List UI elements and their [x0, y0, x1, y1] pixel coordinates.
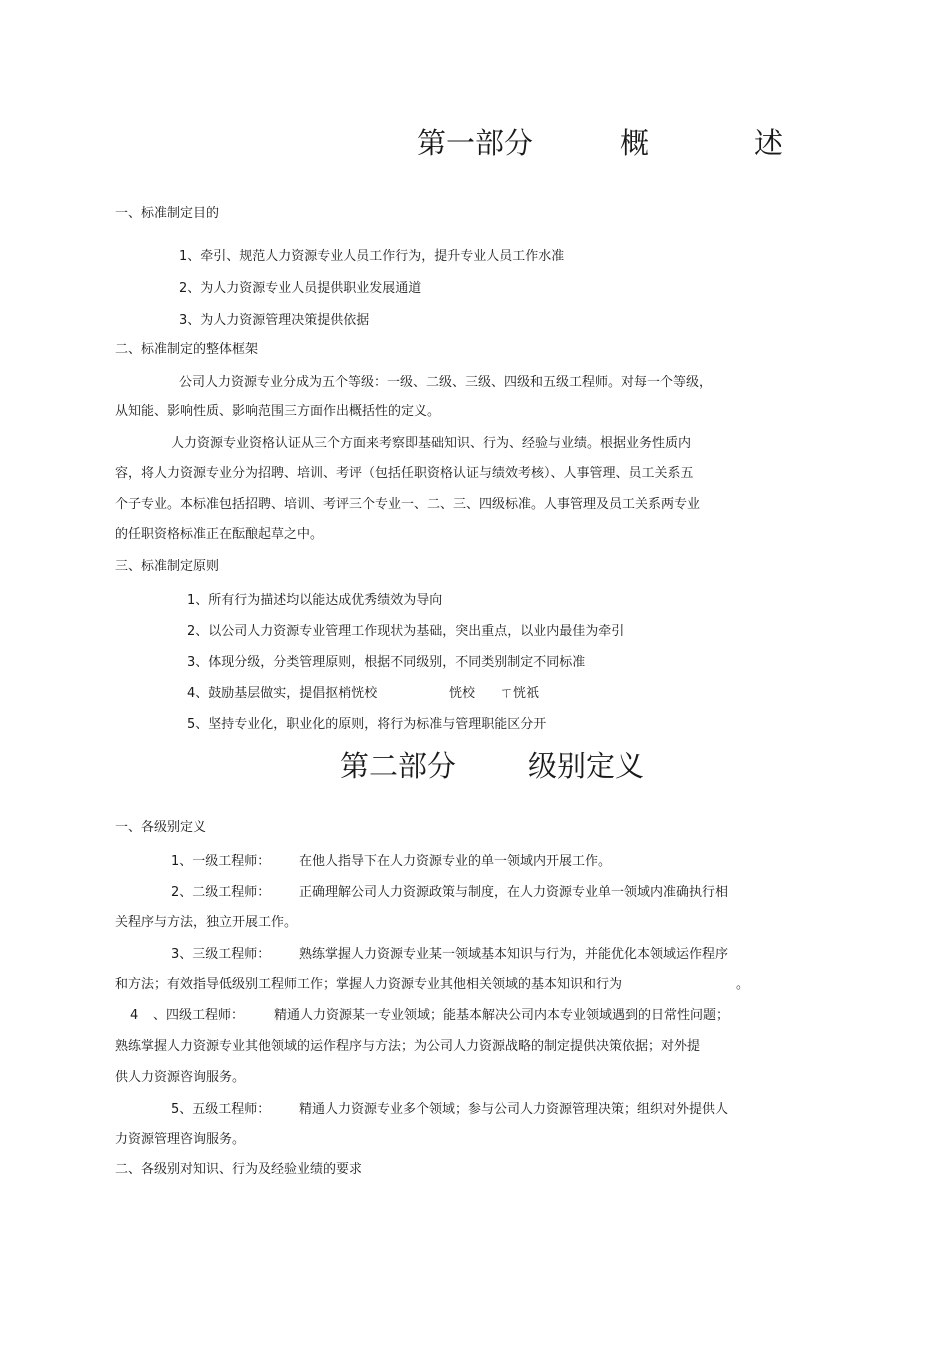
part1-title-c: 述: [754, 126, 784, 160]
sec2-para1-line2: 从知能、影响性质、影响范围三方面作出概括性的定义。: [115, 404, 441, 419]
requirements-heading: 二、各级别对知识、行为及经验业绩的要求: [115, 1162, 363, 1177]
level3-cont: 和方法；有效指导低级别工程师工作；掌握人力资源专业其他相关领域的基本知识和行为: [115, 977, 623, 992]
part1-title-b: 概: [620, 126, 650, 160]
sec3-item-5: 5、坚持专业化，职业化的原则，将行为标准与管理职能区分开: [187, 717, 547, 732]
sec1-item-1: 1、牵引、规范人力资源专业人员工作行为，提升专业人员工作水准: [179, 249, 565, 264]
level5-text: 精通人力资源专业多个领域；参与公司人力资源管理决策；组织对外提供人: [299, 1102, 729, 1117]
level5-label: 5、五级工程师：: [171, 1102, 271, 1117]
level5-cont: 力资源管理咨询服务。: [115, 1132, 246, 1147]
level2-cont: 关程序与方法，独立开展工作。: [115, 915, 298, 930]
level4-cont1: 熟练掌握人力资源专业其他领域的运作程序与方法；为公司人力资源战略的制定提供决策依据；对外提: [115, 1039, 701, 1054]
sec3-item-2: 2、以公司人力资源专业管理工作现状为基础，突出重点，以业内最佳为牵引: [187, 624, 625, 639]
sec2-para2-line4: 的任职资格标准正在酝酿起草之中。: [115, 527, 324, 542]
sec2-para2-line2: 容，将人力资源专业分为招聘、培训、考评（包括任职资格认证与绩效考核）、人事管理、员工关系五: [115, 466, 694, 481]
part2-title-a: 第二部分: [340, 749, 457, 783]
level2-label: 2、二级工程师：: [171, 885, 271, 900]
level2-text: 正确理解公司人力资源政策与制度，在人力资源专业单一领域内准确执行相: [299, 885, 729, 900]
level4-num: 4: [130, 1008, 139, 1023]
sec1-item-2: 2、为人力资源专业人员提供职业发展通道: [179, 281, 422, 296]
levels-heading: 一、各级别定义: [115, 820, 207, 835]
level1-text: 在他人指导下在人力资源专业的单一领域内开展工作。: [299, 854, 612, 869]
sec3-item-4a: 4、鼓励基层做实，提倡抠梢恍校: [187, 686, 378, 701]
part1-title-a: 第一部分: [417, 126, 534, 160]
sec2-para1-line1: 公司人力资源专业分成为五个等级：一级、二级、三级、四级和五级工程师。对每一个等级，: [179, 375, 713, 390]
level3-end: 。: [736, 977, 750, 992]
level4-text: 精通人力资源某一专业领域；能基本解决公司内本专业领域遇到的日常性问题；: [274, 1008, 730, 1023]
sec3-item-3: 3、体现分级，分类管理原则，根据不同级别，不同类别制定不同标准: [187, 655, 586, 670]
part2-title-b: 级别定义: [528, 749, 645, 783]
sec3-item-1: 1、所有行为描述均以能达成优秀绩效为导向: [187, 593, 443, 608]
sec2-para2-line3: 个子专业。本标准包括招聘、培训、考评三个专业一、二、三、四级标准。人事管理及员工关系两专业: [115, 497, 701, 512]
sec2-heading: 二、标准制定的整体框架: [115, 342, 259, 357]
level4-label: 、四级工程师：: [153, 1008, 245, 1023]
sec2-para2-line1: 人力资源专业资格认证从三个方面来考察即基础知识、行为、经验与业绩。根据业务性质内: [171, 436, 692, 451]
sec1-item-3: 3、为人力资源管理决策提供依据: [179, 313, 370, 328]
sec3-item-4c: ㄒ恍祇: [500, 686, 540, 701]
level1-label: 1、一级工程师：: [171, 854, 271, 869]
level4-cont2: 供人力资源咨询服务。: [115, 1070, 246, 1085]
sec1-heading: 一、标准制定目的: [115, 206, 220, 221]
level3-label: 3、三级工程师：: [171, 947, 271, 962]
sec3-item-4b: 恍校: [449, 686, 476, 701]
level3-text: 熟练掌握人力资源专业某一领域基本知识与行为，并能优化本领域运作程序: [299, 947, 729, 962]
sec3-heading: 三、标准制定原则: [115, 559, 220, 574]
